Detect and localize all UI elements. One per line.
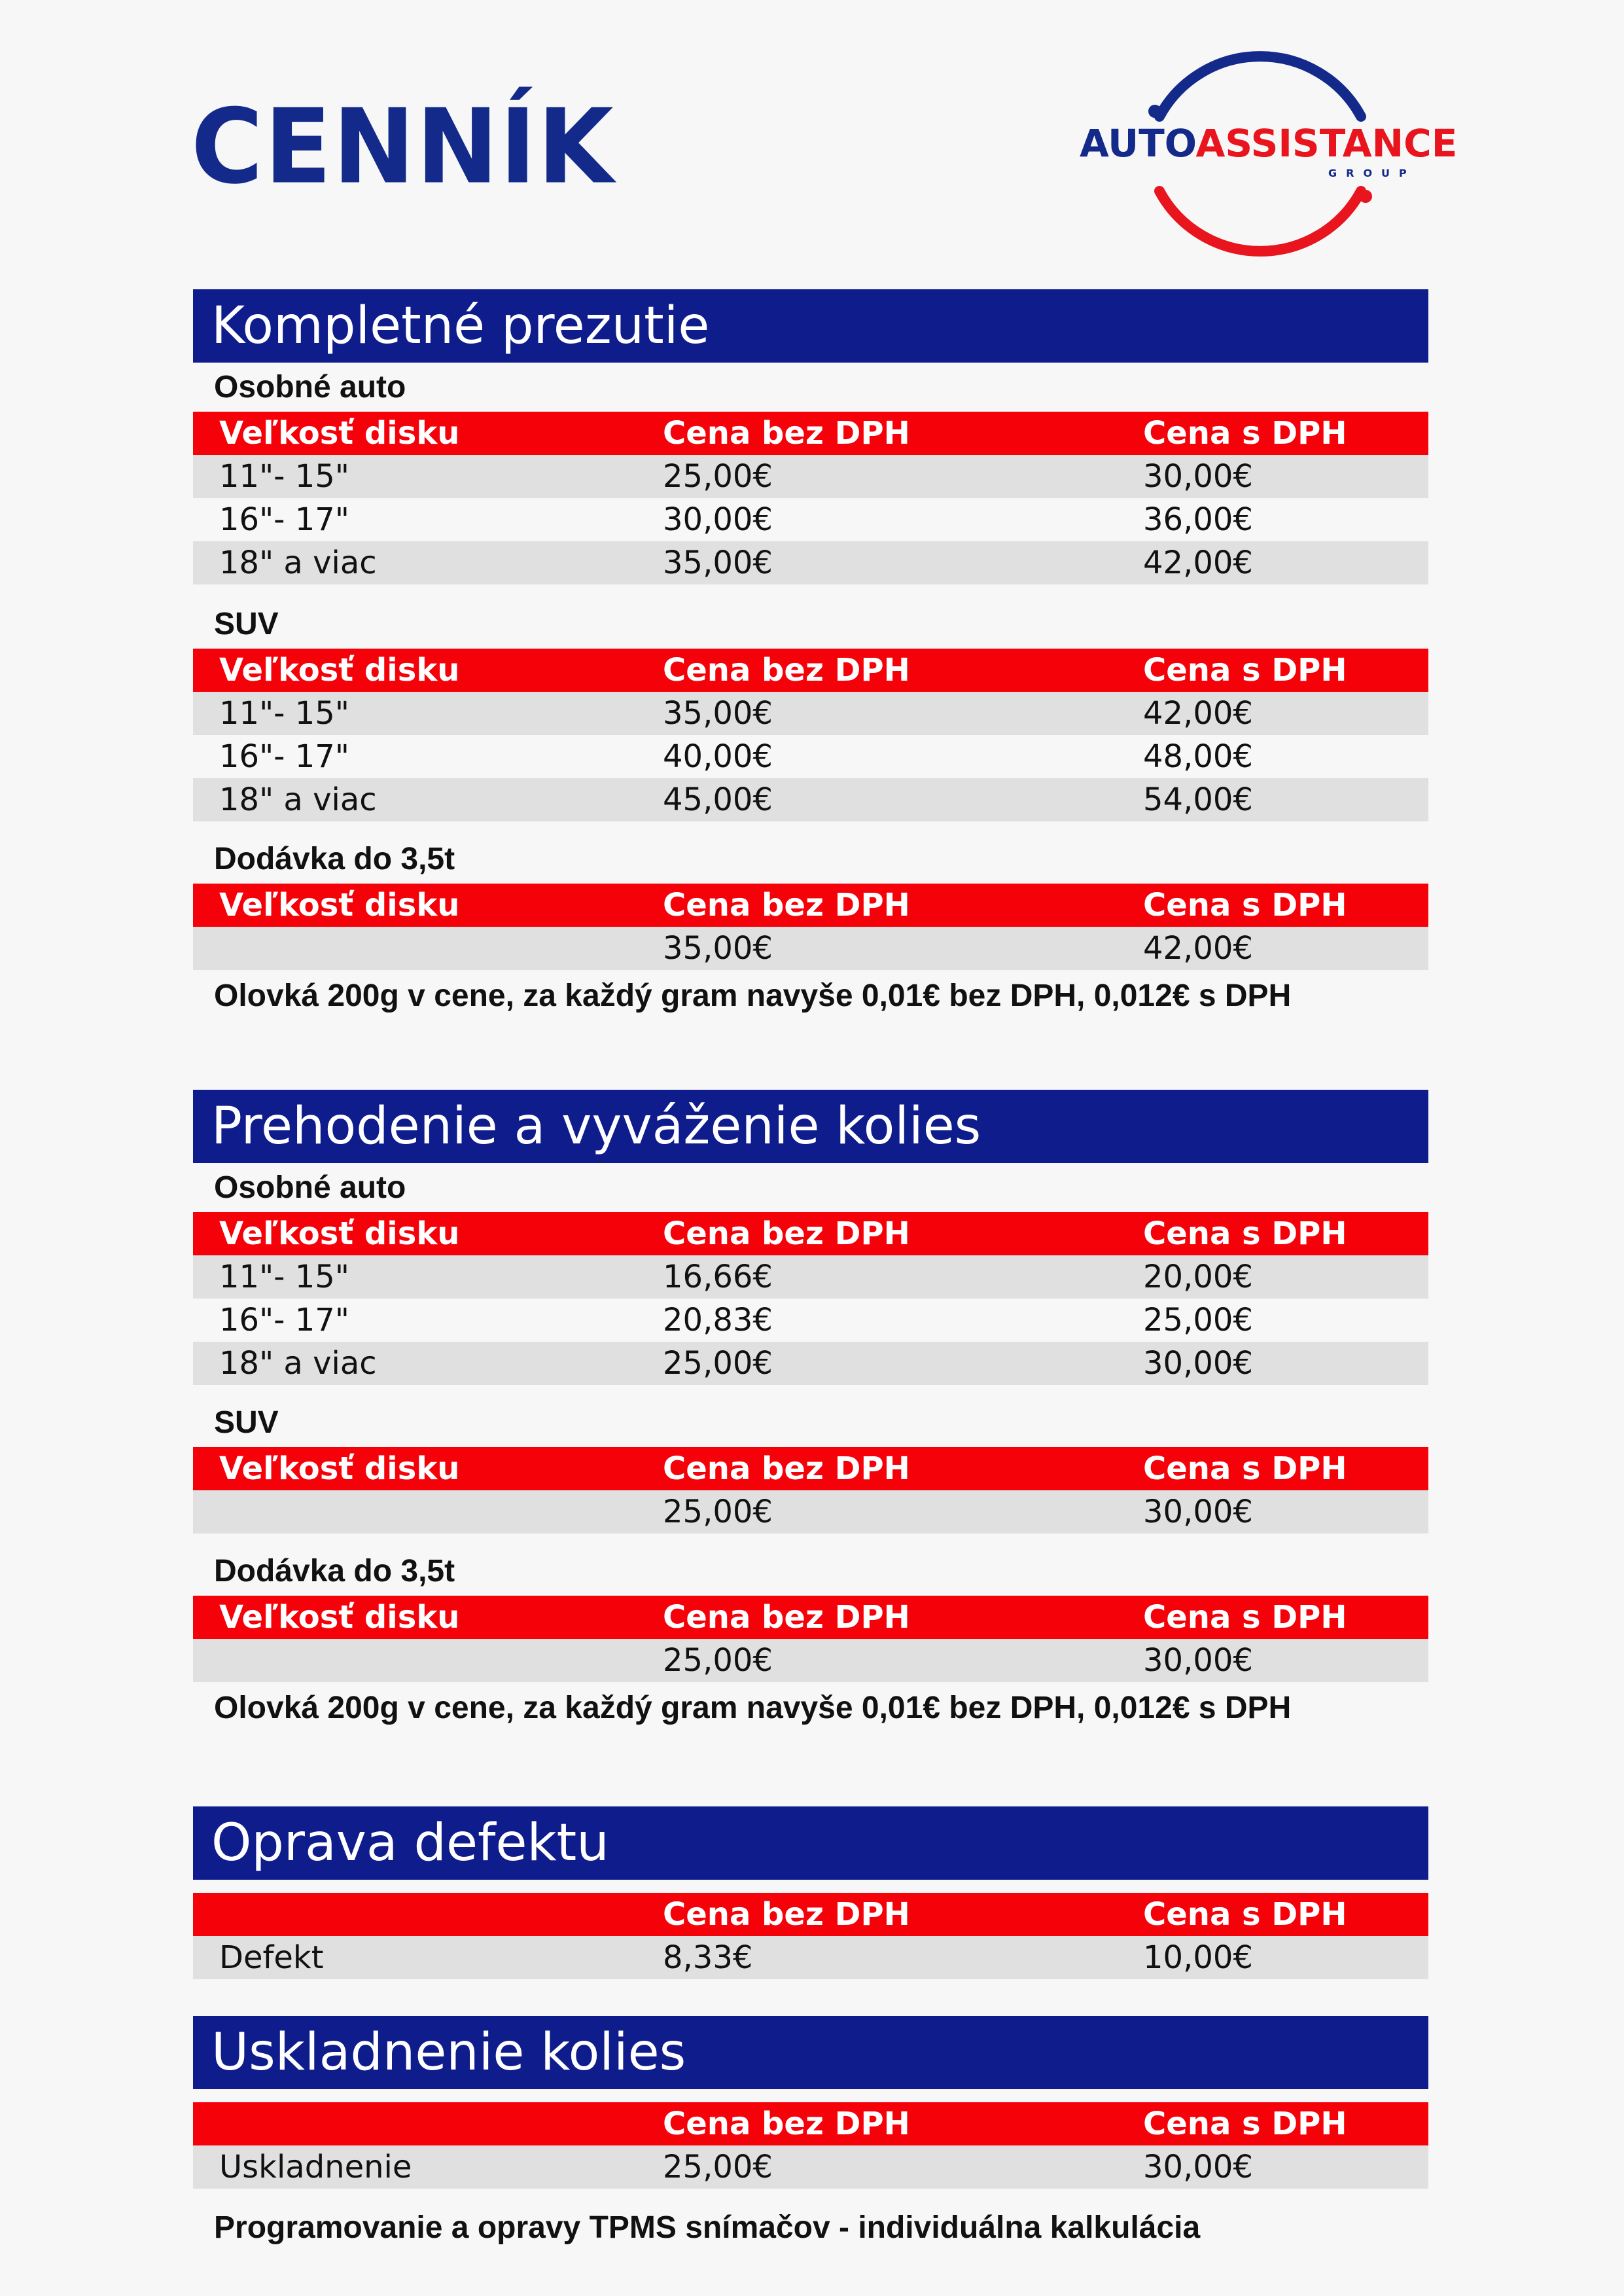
table-row [193, 1490, 1428, 1534]
table-row [193, 541, 1428, 584]
col-header-size: Veľkosť disku [219, 415, 460, 452]
cell-size: Uskladnenie [219, 2149, 412, 2185]
table-row [193, 1936, 1428, 1979]
cell-gross: 30,00€ [1143, 2149, 1253, 2185]
logo-subtitle: GROUP [1328, 167, 1416, 179]
cell-net: 8,33€ [663, 1939, 753, 1976]
logo-word-auto: AUTO [1080, 121, 1196, 166]
cell-size: 18" a viac [219, 1345, 377, 1382]
col-header-gross: Cena s DPH [1143, 887, 1347, 924]
col-header-net: Cena bez DPH [663, 652, 910, 689]
table-row [193, 2145, 1428, 2189]
cell-net: 35,00€ [663, 930, 773, 967]
cell-size: 18" a viac [219, 545, 377, 581]
cell-gross: 30,00€ [1143, 458, 1253, 495]
logo-wordmark [1080, 121, 1458, 166]
table-header [193, 412, 1428, 455]
col-header-size: Veľkosť disku [219, 1215, 460, 1252]
cell-net: 25,00€ [663, 458, 773, 495]
cell-net: 40,00€ [663, 738, 773, 775]
cell-gross: 10,00€ [1143, 1939, 1253, 1976]
col-header-gross: Cena s DPH [1143, 415, 1347, 452]
cell-size: 16"- 17" [219, 738, 349, 775]
col-header-net: Cena bez DPH [663, 1896, 910, 1933]
section-prehodenie [193, 1090, 1428, 1734]
col-header-net: Cena bez DPH [663, 887, 910, 924]
col-header-gross: Cena s DPH [1143, 2106, 1347, 2142]
cell-size: 11"- 15" [219, 1259, 349, 1295]
section-oprava-defektu [193, 1806, 1428, 1979]
section-title: Uskladnenie kolies [193, 2016, 1428, 2089]
table-row [193, 498, 1428, 541]
col-header-net: Cena bez DPH [663, 2106, 910, 2142]
col-header-net: Cena bez DPH [663, 1215, 910, 1252]
cell-gross: 42,00€ [1143, 695, 1253, 732]
table-row [193, 735, 1428, 778]
cell-net: 45,00€ [663, 781, 773, 818]
cell-net: 20,83€ [663, 1302, 773, 1338]
group-label: Dodávka do 3,5t [214, 842, 455, 876]
page-title: CENNÍK [191, 87, 615, 207]
cell-size: 16"- 17" [219, 1302, 349, 1338]
table-row [193, 692, 1428, 735]
table-row [193, 1342, 1428, 1385]
table-row [193, 927, 1428, 970]
cell-net: 25,00€ [663, 1642, 773, 1679]
group-label: Dodávka do 3,5t [214, 1554, 455, 1588]
cell-gross: 25,00€ [1143, 1302, 1253, 1338]
table-header [193, 2102, 1428, 2145]
table-header [193, 884, 1428, 927]
col-header-gross: Cena s DPH [1143, 1896, 1347, 1933]
table-header [193, 1596, 1428, 1639]
logo-word-assistance: ASSISTANCE [1195, 121, 1458, 166]
col-header-gross: Cena s DPH [1143, 1450, 1347, 1487]
tpms-note: Programovanie a opravy TPMS snímačov - individuálna kalkulácia [214, 2210, 1201, 2245]
cell-net: 25,00€ [663, 1345, 773, 1382]
col-header-net: Cena bez DPH [663, 415, 910, 452]
table-row [193, 1639, 1428, 1682]
weights-note: Olovká 200g v cene, za každý gram navyše 0,01€ bez DPH, 0,012€ s DPH [214, 978, 1292, 1013]
cell-gross: 20,00€ [1143, 1259, 1253, 1295]
group-label: SUV [214, 607, 279, 641]
table-header [193, 649, 1428, 692]
section-title: Kompletné prezutie [193, 289, 1428, 363]
group-label: Osobné auto [214, 370, 406, 404]
cell-gross: 30,00€ [1143, 1642, 1253, 1679]
company-logo [1073, 39, 1458, 275]
cell-size: 18" a viac [219, 781, 377, 818]
cell-gross: 42,00€ [1143, 930, 1253, 967]
cell-net: 16,66€ [663, 1259, 773, 1295]
cell-gross: 30,00€ [1143, 1345, 1253, 1382]
table-header [193, 1893, 1428, 1936]
cell-gross: 48,00€ [1143, 738, 1253, 775]
cell-size: 11"- 15" [219, 695, 349, 732]
weights-note: Olovká 200g v cene, za každý gram navyše 0,01€ bez DPH, 0,012€ s DPH [214, 1691, 1292, 1725]
table-row [193, 1255, 1428, 1299]
col-header-size: Veľkosť disku [219, 1599, 460, 1636]
cell-gross: 54,00€ [1143, 781, 1253, 818]
cell-net: 25,00€ [663, 1494, 773, 1530]
cell-size: Defekt [219, 1939, 324, 1976]
table-row [193, 778, 1428, 821]
col-header-gross: Cena s DPH [1143, 1215, 1347, 1252]
cell-net: 25,00€ [663, 2149, 773, 2185]
cell-net: 35,00€ [663, 695, 773, 732]
cell-gross: 42,00€ [1143, 545, 1253, 581]
section-uskladnenie [193, 2016, 1428, 2254]
cell-net: 35,00€ [663, 545, 773, 581]
group-label: Osobné auto [214, 1170, 406, 1205]
section-kompletne-prezutie [193, 289, 1428, 1022]
cell-net: 30,00€ [663, 501, 773, 538]
section-title: Oprava defektu [193, 1806, 1428, 1880]
table-row [193, 1299, 1428, 1342]
col-header-gross: Cena s DPH [1143, 652, 1347, 689]
col-header-gross: Cena s DPH [1143, 1599, 1347, 1636]
col-header-size: Veľkosť disku [219, 887, 460, 924]
cell-gross: 36,00€ [1143, 501, 1253, 538]
col-header-net: Cena bez DPH [663, 1450, 910, 1487]
cell-size: 16"- 17" [219, 501, 349, 538]
cell-size: 11"- 15" [219, 458, 349, 495]
cell-gross: 30,00€ [1143, 1494, 1253, 1530]
col-header-size: Veľkosť disku [219, 1450, 460, 1487]
table-row [193, 455, 1428, 498]
group-label: SUV [214, 1405, 279, 1440]
section-title: Prehodenie a vyváženie kolies [193, 1090, 1428, 1163]
table-header [193, 1447, 1428, 1490]
col-header-net: Cena bez DPH [663, 1599, 910, 1636]
table-header [193, 1212, 1428, 1255]
col-header-size: Veľkosť disku [219, 652, 460, 689]
